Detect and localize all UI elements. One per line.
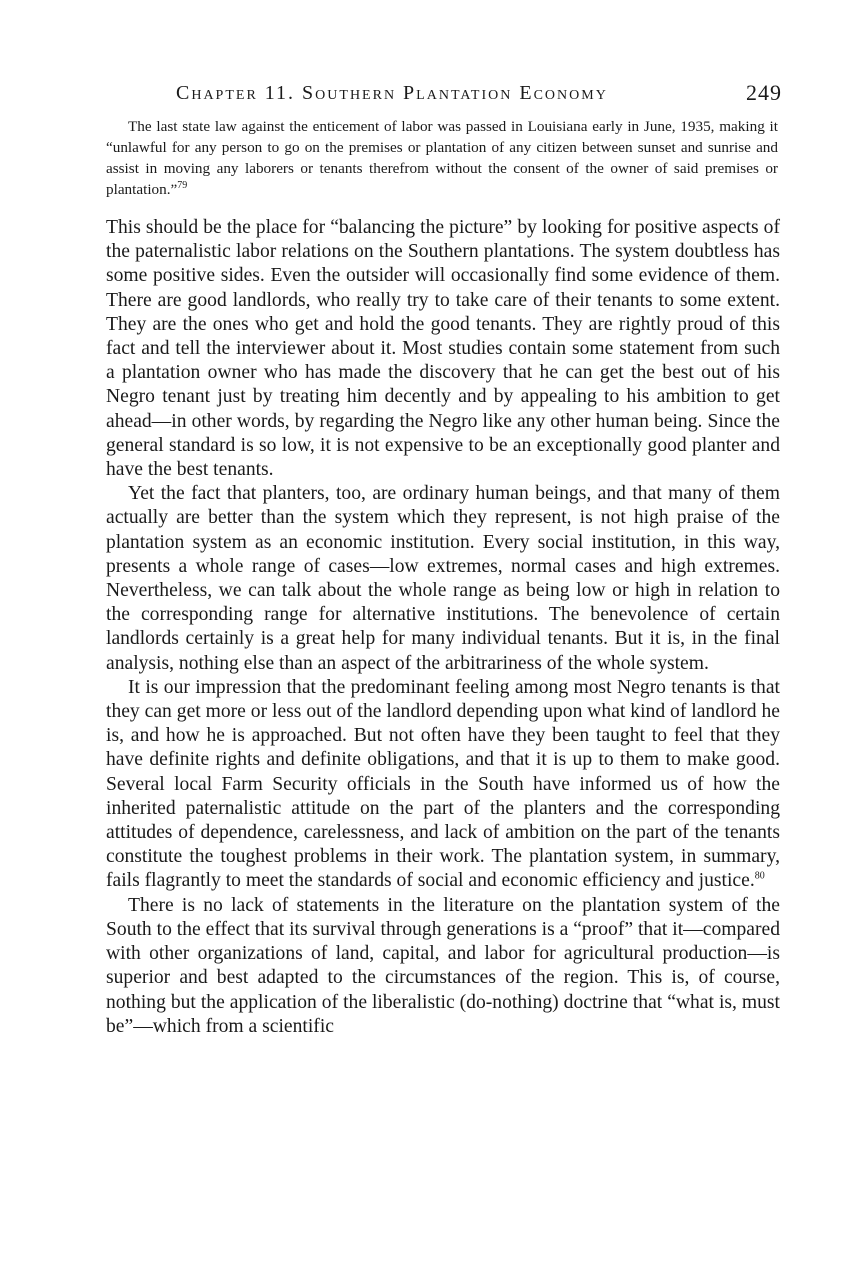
paragraph-2	[106, 482, 780, 676]
body-text	[106, 216, 780, 1039]
running-head: Chapter 11. Southern Plantation Economy	[176, 82, 608, 104]
paragraph-1	[106, 216, 780, 482]
paragraph-3	[106, 676, 780, 894]
excerpt-text: The last state law against the enticement of labor was passed in Louisiana early in June, 1935, making it “unlawful for any person to go on the premises or plantation of any citizen between sunset and sunrise and assist in moving any laborers or tenants therefrom without the consent of the owner of said premises or plantation.”	[106, 118, 778, 198]
quoted-excerpt	[106, 116, 778, 200]
page-number: 249	[746, 80, 782, 105]
paragraph-4-text: There is no lack of statements in the literature on the plantation system of the South to the effect that its survival through generations is a “proof” that it—compared with other organizations of land, capital, and labor for agricultural production—is superior and best adapted to the circumstances of the region. This is, of course, nothing but the application of the liberalistic (do-nothing) doctrine that “what is, must be”—which from a scientific	[106, 894, 780, 1037]
paragraph-1-text: This should be the place for “balancing the picture” by looking for positive aspects of the paternalistic labor relations on the Southern plantations. The system doubtless has some positive sides. Even the outsider will occasionally find some evidence of them. There are good landlords, who really try to take care of their tenants to some extent. They are the ones who get and hold the good tenants. They are rightly proud of this fact and tell the interviewer about it. Most studies contain some statement from such a plantation owner who has made the discovery that he can get the best out of his Negro tenant just by treating him decently and by appealing to his ambition to get ahead—in other words, by regarding the Negro like any other human being. Since the general standard is so low, it is not expensive to be an exceptionally good planter and have the best tenants.	[106, 217, 780, 481]
footnote-ref-80: 80	[754, 870, 765, 882]
paragraph-4	[106, 894, 780, 1039]
paragraph-2-text: Yet the fact that planters, too, are ordinary human beings, and that many of them actually are better than the system which they represent, is not high praise of the plantation system as an economic institution. Every social institution, in this way, presents a whole range of cases—low extremes, normal cases and high extremes. Nevertheless, we can talk about the whole range as being low or high in relation to the corresponding range for alternative institutions. The benevolence of certain landlords certainly is a great help for many individual tenants. But it is, in the final analysis, nothing else than an aspect of the arbitrariness of the whole system.	[106, 483, 780, 674]
footnote-ref-79: 79	[177, 179, 188, 191]
page-header	[176, 78, 782, 108]
paragraph-3-text: It is our impression that the predominant feeling among most Negro tenants is that they can get more or less out of the landlord depending upon what kind of landlord he is, and how he is approached. But not often have they been taught to feel that they have definite rights and definite obligations, and that it is up to them to make good. Several local Farm Security officials in the South have informed us of how the inherited paternalistic attitude on the part of the planters and the corresponding attitudes of dependence, carelessness, and lack of ambition on the part of the tenants constitute the toughest problems in their work. The plantation system, in summary, fails flagrantly to meet the standards of social and economic efficiency and justice.	[106, 676, 780, 892]
